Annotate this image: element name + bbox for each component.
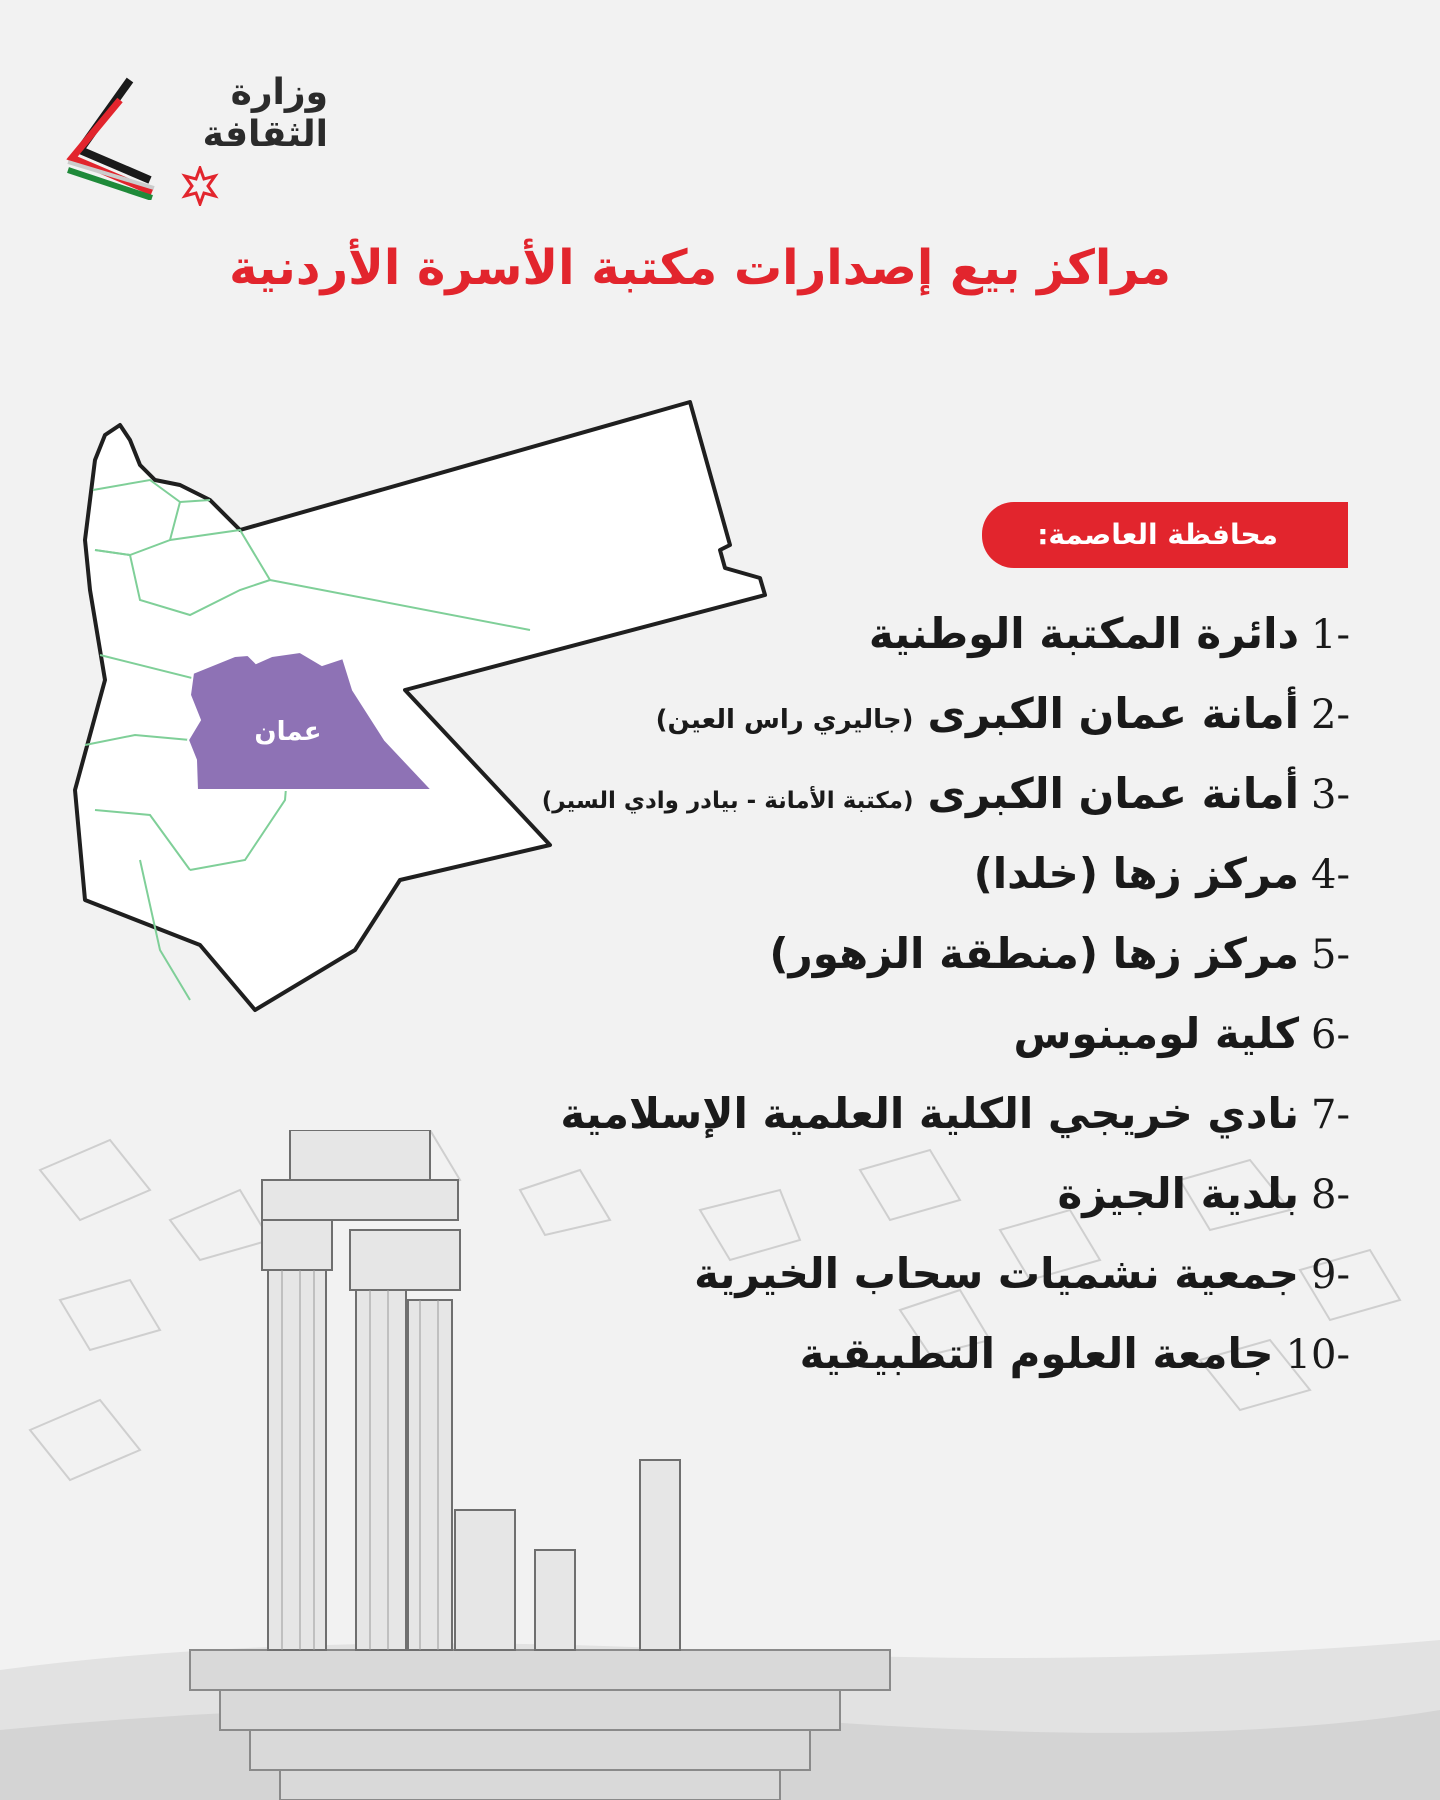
list-item: [350, 680, 1350, 760]
item-name: مركز زها (خلدا): [973, 849, 1300, 898]
item-number: 4-: [1311, 852, 1350, 898]
item-name: دائرة المكتبة الوطنية: [868, 609, 1300, 658]
item-name: بلدية الجيزة: [1057, 1169, 1300, 1218]
governorate-label: محافظة العاصمة:: [982, 502, 1348, 568]
list-item: [350, 600, 1350, 680]
item-number: 10-: [1285, 1332, 1350, 1378]
item-number: 9-: [1311, 1252, 1350, 1298]
page-title: مراكز بيع إصدارات مكتبة الأسرة الأردنية: [229, 240, 1171, 296]
logo-wordmark: [178, 72, 328, 156]
item-name: أمانة عمان الكبرى: [927, 689, 1300, 738]
item-name: نادي خريجي الكلية العلمية الإسلامية: [560, 1089, 1300, 1138]
item-name: كلية لومينوس: [1013, 1009, 1300, 1058]
logo-line-1: وزارة: [230, 72, 328, 113]
list-item: [350, 1160, 1350, 1240]
item-number: 1-: [1311, 612, 1350, 658]
item-number: 6-: [1311, 1012, 1350, 1058]
seven-point-star-icon: [180, 166, 220, 206]
amman-label: عمان: [254, 717, 322, 747]
item-number: 3-: [1311, 772, 1350, 818]
item-number: 2-: [1311, 692, 1350, 738]
item-number: 5-: [1311, 932, 1350, 978]
open-book-flag-icon: [60, 70, 170, 200]
list-item: [350, 840, 1350, 920]
item-name: أمانة عمان الكبرى: [927, 769, 1300, 818]
list-item: [350, 760, 1350, 840]
list-item: [350, 1000, 1350, 1080]
item-number: 8-: [1311, 1172, 1350, 1218]
item-note: (جاليري راس العين): [655, 705, 914, 735]
list-item: [350, 1240, 1350, 1320]
ministry-of-culture-logo: [60, 70, 328, 210]
locations-list: [350, 600, 1350, 1400]
item-name: مركز زها (منطقة الزهور): [769, 929, 1300, 978]
list-item: [350, 1320, 1350, 1400]
list-item: [350, 1080, 1350, 1160]
item-note: (مكتبة الأمانة - بيادر وادي السير): [541, 788, 914, 814]
item-name: جمعية نشميات سحاب الخيرية: [694, 1249, 1300, 1298]
logo-line-2: الثقافة: [202, 114, 328, 155]
item-number: 7-: [1311, 1092, 1350, 1138]
item-name: جامعة العلوم التطبيقية: [799, 1329, 1274, 1378]
list-item: [350, 920, 1350, 1000]
